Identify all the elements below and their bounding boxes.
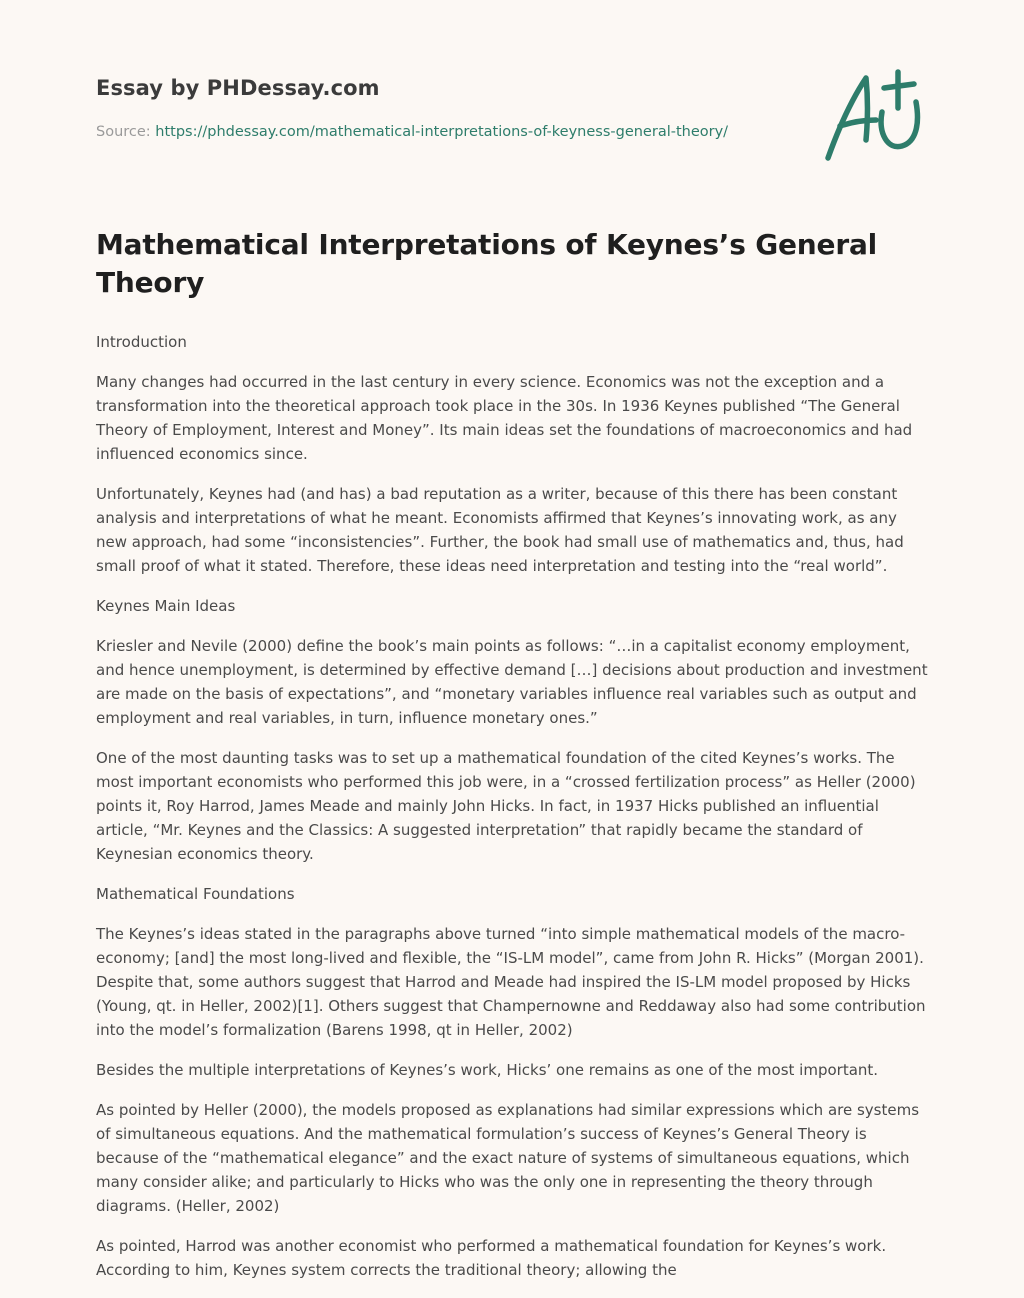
paragraph: Besides the multiple interpretations of Keynes’s work, Hicks’ one remains as one of the most important. [96, 1061, 879, 1079]
paragraph: As pointed by Heller (2000), the models proposed as explanations had similar expressions which are systems of simultaneous equations. And the mathematical formulation’s success of Keynes’s General Theory is because of the “mathematical elegance” and the exact nature of systems of simultaneous equations, which many consider alike; and particularly to Hicks who was the only one in representing the theory through diagrams. (Heller, 2002) [96, 1101, 920, 1215]
paragraph: Unfortunately, Keynes had (and has) a bad reputation as a writer, because of this there has been constant analysis and interpretations of what he meant. Economists affirmed that Keynes’s innovating work, as any new approach, had some “inconsistencies”. Further, the book had small use of mathematics and, thus, had small proof of what it stated. Therefore, these ideas need interpretation and testing into the “real world”. [96, 485, 904, 575]
section-heading-keynes-main-ideas: Keynes Main Ideas [96, 597, 236, 615]
paragraph: One of the most daunting tasks was to set up a mathematical foundation of the cited Keynes’s works. The most important economists who performed this job were, in a “crossed fertilization process” as Heller (2000) points it, Roy Harrod, James Meade and mainly John Hicks. In fact, in 1937 Hicks published an influential article, “Mr. Keynes and the Classics: A suggested interpretation” that rapidly became the standard of Keynesian economics theory. [96, 749, 916, 863]
section-heading-mathematical-foundations: Mathematical Foundations [96, 885, 295, 903]
section-heading-introduction: Introduction [96, 333, 187, 351]
paragraph: The Keynes’s ideas stated in the paragraphs above turned “into simple mathematical models of the macro-economy; [and] the most long-lived and flexible, the “IS-LM model”, came from John R. Hicks” (Morgan 2001). Despite that, some authors suggest that Harrod and Meade had inspired the IS-LM model proposed by Hicks (Young, qt. in Heller, 2002)[1]. Others suggest that Champernowne and Reddaway also had some contribution into the model’s formalization (Barens 1998, qt in Heller, 2002) [96, 925, 926, 1039]
source-label: Source: [96, 124, 156, 140]
a-plus-grade-icon [822, 68, 926, 164]
a-plus-logo-svg [822, 68, 926, 164]
article [96, 226, 932, 1298]
brand-title: Essay by PHDessay.com [96, 76, 380, 100]
source-link[interactable]: https://phdessay.com/mathematical-interpretations-of-keyness-general-theory/ [155, 124, 729, 140]
paragraph: Kriesler and Nevile (2000) define the book’s main points as follows: “…in a capitalist economy employment, and hence unemployment, is determined by effective demand […] decisions about production and investment are made on the basis of expectations”, and “monetary variables influence real variables such as output and employment and real variables, in turn, influence monetary ones.” [96, 637, 928, 727]
paragraph: Many changes had occurred in the last century in every science. Economics was not the exception and a transformation into the theoretical approach took place in the 30s. In 1936 Keynes published “The General Theory of Employment, Interest and Money”. Its main ideas set the foundations of macroeconomics and had influenced economics since. [96, 373, 913, 463]
article-title: Mathematical Interpretations of Keynes’s General Theory [96, 228, 878, 299]
page-header [96, 76, 796, 140]
source-line [96, 124, 796, 140]
paragraph: As pointed, Harrod was another economist who performed a mathematical foundation for Keynes’s work. According to him, Keynes system corrects the traditional theory; allowing the [96, 1237, 887, 1279]
